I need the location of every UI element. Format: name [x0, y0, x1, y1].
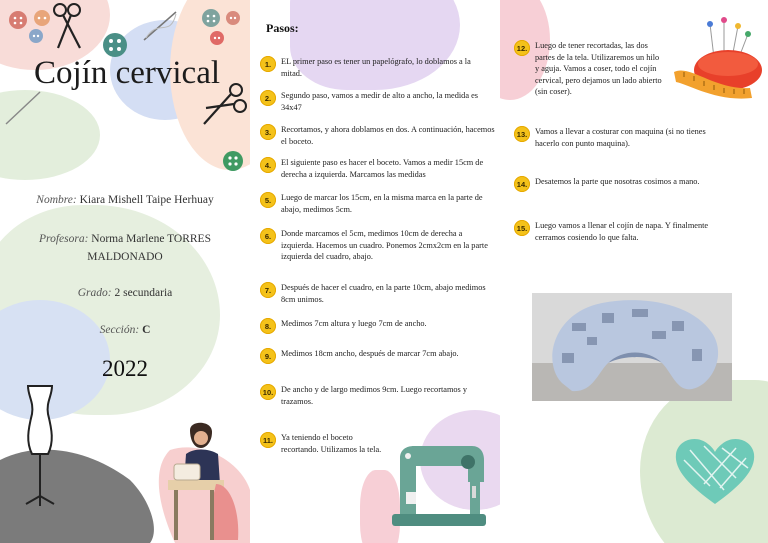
step-13-text: Vamos a llevar a costurar con maquina (si no tienes hacerlo con punto maquina).	[535, 127, 706, 148]
step-5-badge: 5.	[260, 192, 276, 208]
step-9-text: Medimos 18cm ancho, después de marcar 7cm abajo.	[281, 349, 459, 358]
step-10-badge: 10.	[260, 384, 276, 400]
scissors-icon	[50, 2, 90, 52]
step-14	[514, 176, 754, 192]
step-10	[260, 384, 496, 407]
step-7	[260, 282, 492, 305]
step-2	[260, 90, 478, 113]
step-3-badge: 3.	[260, 124, 276, 140]
teacher-label: Profesora:	[39, 233, 89, 245]
section-label: Sección:	[99, 324, 140, 336]
sewing-buttons-right-icon	[195, 4, 245, 49]
step-15-text: Luego vamos a llenar el cojín de napa. Y finalmente cerramos cosiendo lo que falta.	[535, 221, 709, 242]
step-15	[514, 220, 724, 243]
student-label: Nombre:	[36, 194, 77, 206]
seamstress-icon	[160, 420, 244, 540]
year: 2022	[102, 356, 148, 381]
section-value: C	[142, 324, 151, 336]
small-green-button-icon	[220, 148, 246, 174]
sewing-machine-icon	[388, 440, 490, 532]
step-13	[514, 126, 726, 149]
pincushion-icon	[670, 14, 766, 104]
teacher-line	[0, 233, 250, 245]
step-1-badge: 1.	[260, 56, 276, 72]
step-2-text: Segundo paso, vamos a medir de alto a ancho, la medida es 34x47	[281, 91, 478, 112]
step-6-badge: 6.	[260, 228, 276, 244]
step-7-text: Después de hacer el cuadro, en la parte 10cm, abajo medimos 8cm unimos.	[281, 283, 486, 304]
step-10-text: De ancho y de largo medimos 9cm. Luego recortamos y trazamos.	[281, 385, 468, 406]
teacher-name-2: MALDONADO	[87, 251, 163, 263]
step-9	[260, 348, 496, 364]
step-4-text: El siguiente paso es hacer el boceto. Vamos a medir 15cm de derecha a izquierda. Marcamos las medidas	[281, 158, 484, 179]
step-12	[514, 40, 664, 98]
step-5-text: Luego de marcar los 15cm, en la misma marca en la parte de abajo, medimos 5cm.	[281, 193, 483, 214]
needle-thread-icon	[140, 8, 180, 43]
teacher-name-1: Norma Marlene TORRES	[91, 233, 211, 245]
grade-label: Grado:	[77, 287, 112, 299]
step-12-text: Luego de tener recortadas, las dos partes de la tela. Utilizaremos un hilo y aguja. Vamos a coser, todo el cojín cervical, pero dejamos un lado abierto (sin coser).	[535, 41, 662, 96]
step-8-text: Medimos 7cm altura y luego 7cm de ancho.	[281, 319, 427, 328]
step-8-badge: 8.	[260, 318, 276, 334]
step-14-badge: 14.	[514, 176, 530, 192]
steps-heading: Pasos:	[266, 21, 299, 35]
yarn-heart-icon	[670, 430, 760, 510]
step-3-text: Recortamos, y ahora doblamos en dos. A continuación, hacemos el boceto.	[281, 125, 495, 146]
step-12-badge: 12.	[514, 40, 530, 56]
step-1	[260, 56, 490, 79]
step-3	[260, 124, 496, 147]
step-9-badge: 9.	[260, 348, 276, 364]
step-4-badge: 4.	[260, 157, 276, 173]
step-8	[260, 318, 496, 334]
section-line	[0, 324, 250, 336]
student-line	[0, 194, 250, 206]
dress-form-icon	[18, 380, 62, 510]
steps-panel	[250, 0, 500, 543]
needle-icon	[4, 88, 44, 128]
grade-line	[0, 287, 250, 299]
cover-panel	[0, 0, 250, 543]
page-title: Cojín cervical	[34, 55, 221, 91]
step-11-badge: 11.	[260, 432, 276, 448]
step-7-badge: 7.	[260, 282, 276, 298]
step-15-badge: 15.	[514, 220, 530, 236]
step-4	[260, 157, 488, 180]
grade-value: 2 secundaria	[114, 287, 173, 299]
step-2-badge: 2.	[260, 90, 276, 106]
step-14-text: Desatemos la parte que nosotras cosimos a mano.	[535, 177, 700, 186]
step-6-text: Donde marcamos el 5cm, medimos 10cm de derecha a izquierda. Hacemos un cuadro. Ponemos 2cmx2cm en la parte izquierda del cuadro, abajo.	[281, 229, 488, 261]
step-11	[260, 432, 386, 455]
finishing-panel	[500, 0, 768, 543]
step-6	[260, 228, 496, 263]
step-13-badge: 13.	[514, 126, 530, 142]
student-name: Kiara Mishell Taipe Herhuay	[79, 194, 214, 206]
neck-pillow-photo	[532, 293, 732, 401]
step-11-text: Ya teniendo el boceto recortando. Utilizamos la tela.	[281, 433, 382, 454]
step-5	[260, 192, 496, 215]
step-1-text: EL primer paso es tener un papelógrafo, lo doblamos a la mitad.	[281, 57, 471, 78]
